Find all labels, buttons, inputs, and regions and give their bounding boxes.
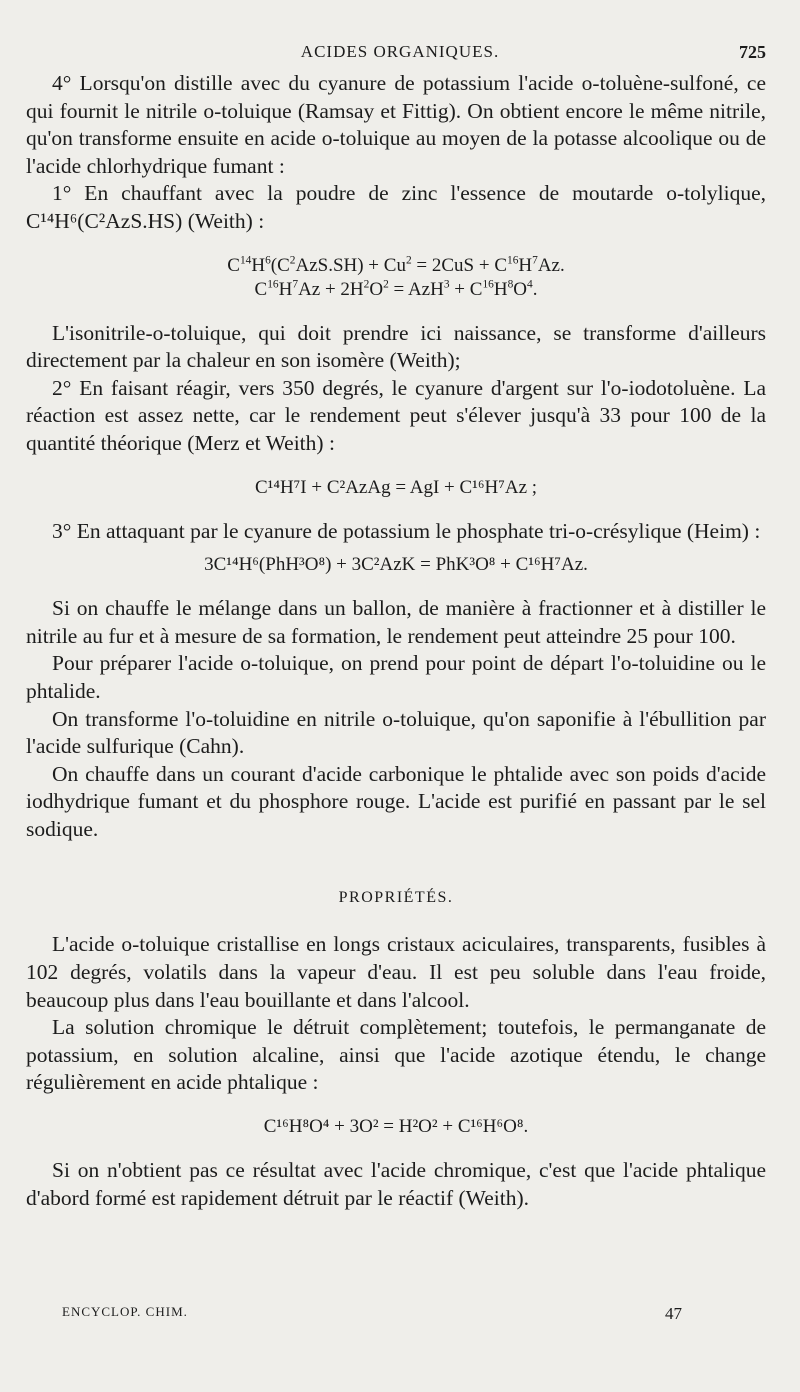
formula-2: $C^{16}H^7Az + 2H^2O^2 = AzH^3 + C^{16}H^8O^4$. xyxy=(254,278,538,300)
paragraph-2 xyxy=(26,180,766,235)
paragraph-12: Si on n'obtient pas ce résultat avec l'acide chromique, c'est que l'acide phtalique d'abord formé est rapidement détruit par le réactif (Weith). xyxy=(26,1158,766,1210)
running-title: ACIDES ORGANIQUES. xyxy=(300,42,500,61)
paragraph-11: La solution chromique le détruit complètement; toutefois, le permanganate de potassium, en solution alcaline, ainsi que l'acide azotique étendu, le change régulièrement en acide phtalique : xyxy=(26,1015,766,1095)
formula-1: $C^{14}H^6(C^2AzS.SH) + Cu^2 = 2CuS + C^{16}H^7Az$. xyxy=(227,254,565,276)
paragraph-1: 4° Lorsqu'on distille avec du cyanure de potassium l'acide o-toluène-sulfoné, ce qui fournit le nitrile o-toluique (Ramsay et Fittig). On obtient encore le même nitrile, qu'on transforme ensuite en acide o-toluique au moyen de la potasse alcoolique ou de l'acide chlorhydrique fumant : xyxy=(26,71,766,178)
paragraph-10: L'acide o-toluique cristallise en longs cristaux aciculaires, transparents, fusibles à 102 degrés, volatils dans la vapeur d'eau. Il est peu soluble dans l'eau froide, beaucoup plus dans l'eau bouillante et dans l'alcool. xyxy=(26,932,766,1012)
paragraph-7: Pour préparer l'acide o-toluique, on prend pour point de départ l'o-toluidine ou le phtalide. xyxy=(26,651,766,703)
footer-series-title: ENCYCLOP. CHIM. xyxy=(62,1304,188,1319)
page-footer xyxy=(62,1304,682,1328)
paragraph-9: On chauffe dans un courant d'acide carbonique le phtalide avec son poids d'acide iodhydrique fumant et du phosphore rouge. L'acide est purifié en passant par le sel sodique. xyxy=(26,761,766,841)
page-header xyxy=(0,42,800,66)
paragraph-3: L'isonitrile-o-toluique, qui doit prendre ici naissance, se transforme d'ailleurs directement par la chaleur en son isomère (Weith); xyxy=(26,320,766,373)
paragraph-2-text: 1° En chauffant avec la poudre de zinc l'essence de moutarde o-tolylique, C xyxy=(26,181,766,233)
formula-5: C¹⁶H⁸O⁴ + 3O² = H²O² + C¹⁶H⁶O⁸. xyxy=(263,1116,529,1138)
formula-3: C¹⁴H⁷I + C²AzAg = AgI + C¹⁶H⁷Az ; xyxy=(254,476,538,498)
footer-signature-number: 47 xyxy=(665,1304,682,1323)
body-text xyxy=(26,70,766,1212)
page-number: 725 xyxy=(739,42,766,62)
paragraph-2-formula: ¹⁴H⁶(C²AzS.HS) xyxy=(40,208,183,233)
paragraph-8: On transforme l'o-toluidine en nitrile o-toluique, qu'on saponifie à l'ébullition par l'acide sulfurique (Cahn). xyxy=(26,706,766,759)
paragraph-2-citation: (Weith) : xyxy=(187,208,265,233)
formula-4: 3C¹⁴H⁶(PhH³O⁸) + 3C²AzK = PhK³O⁸ + C¹⁶H⁷Az. xyxy=(204,554,588,576)
paragraph-5: 3° En attaquant par le cyanure de potassium le phosphate tri-o-crésylique (Heim) : xyxy=(52,518,761,543)
paragraph-4: 2° En faisant réagir, vers 350 degrés, le cyanure d'argent sur l'o-iodotoluène. La réaction est assez nette, car le rendement peut s'élever jusqu'à 33 pour 100 de la quantité théorique (Merz et Weith) : xyxy=(26,375,766,455)
paragraph-6: Si on chauffe le mélange dans un ballon, de manière à fractionner et à distiller le nitrile au fur et à mesure de sa formation, le rendement peut atteindre 25 pour 100. xyxy=(26,596,766,648)
section-heading-proprietes: PROPRIÉTÉS. xyxy=(338,889,454,907)
